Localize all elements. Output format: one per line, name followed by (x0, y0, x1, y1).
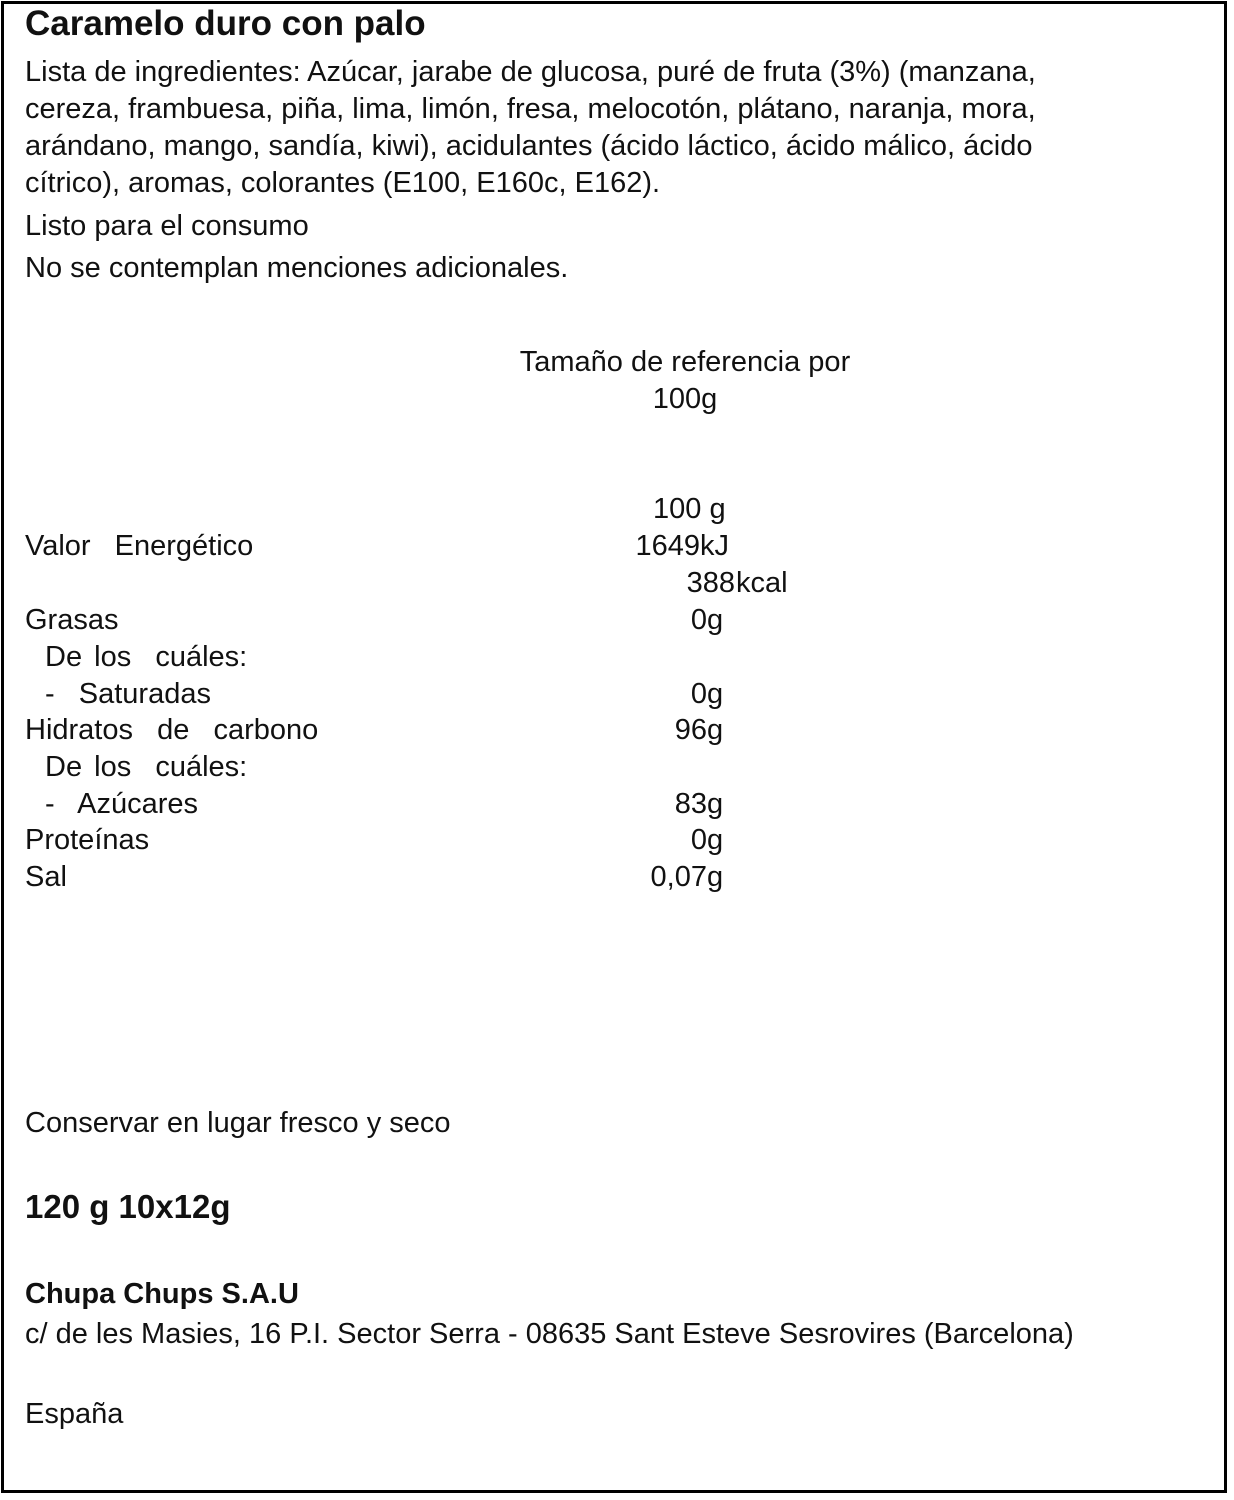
nutrient-label: De los cuáles: (45, 641, 248, 673)
nutrient-label: Proteínas (25, 824, 150, 856)
nutrition-row-fat (25, 602, 785, 639)
product-title: Caramelo duro con palo (25, 4, 426, 43)
manufacturer-address: c/ de les Masies, 16 P.I. Sector Serra - 08635 Sant Esteve Sesrovires (Barcelona) (25, 1318, 1074, 1350)
nutrient-unit: g (707, 678, 724, 710)
nutrition-row-carbohydrates (25, 712, 785, 749)
nutrient-label: - Azúcares (45, 788, 199, 820)
manufacturer-name: Chupa Chups S.A.U (25, 1278, 299, 1310)
nutrient-value: 96 (674, 714, 707, 746)
nutrition-row-protein (25, 822, 785, 859)
nutrient-value: 0 (690, 824, 707, 856)
nutrient-label: - Saturadas (45, 678, 211, 710)
nutrient-unit: g (707, 788, 724, 820)
ingredients-list (25, 54, 1205, 202)
nutrient-label: Grasas (25, 604, 119, 636)
ingredients-line: Lista de ingredientes: Azúcar, jarabe de glucosa, puré de fruta (3%) (manzana, (25, 56, 1036, 88)
nutrient-label: Sal (25, 861, 67, 893)
ingredients-line: arándano, mango, sandía, kiwi), acidulantes (ácido láctico, ácido málico, ácido (25, 130, 1033, 162)
nutrient-label: Valor Energético (25, 530, 254, 562)
nutrition-row-saturated (25, 676, 785, 713)
nutrient-unit: g (707, 714, 724, 746)
nutrient-unit: g (707, 861, 724, 893)
nutrient-value: 388 (686, 567, 735, 599)
nutrition-row-energy-kj (25, 528, 785, 565)
nutrition-row-energy-kcal (25, 565, 788, 602)
nutrient-value: 1649 (635, 530, 700, 562)
nutrient-label: Hidratos de carbono (25, 714, 319, 746)
net-weight: 120 g 10x12g (25, 1188, 231, 1225)
ready-to-eat-note: Listo para el consumo (25, 210, 309, 242)
nutrient-unit: kcal (736, 567, 788, 599)
storage-instructions: Conservar en lugar fresco y seco (25, 1107, 451, 1139)
nutrient-value: 0,07 (650, 861, 707, 893)
nutrient-unit: g (707, 604, 724, 636)
ingredients-line: cítrico), aromas, colorantes (E100, E160c, E162). (25, 167, 661, 199)
manufacturer-country: España (25, 1398, 124, 1430)
nutrient-unit: g (707, 824, 724, 856)
nutrition-column-header: 100 g (653, 493, 726, 525)
nutrient-label: De los cuáles: (45, 751, 248, 783)
nutrient-value: 0 (690, 604, 707, 636)
reference-size-line: Tamaño de referencia por (519, 346, 851, 378)
nutrition-row-salt (25, 859, 785, 896)
nutrition-row-sugars (25, 786, 785, 823)
reference-size-line: 100g (652, 383, 718, 415)
additional-mentions-note: No se contemplan menciones adicionales. (25, 252, 569, 284)
nutrient-value: 83 (674, 788, 707, 820)
reference-size-heading (440, 344, 930, 418)
ingredients-line: cereza, frambuesa, piña, lima, limón, fresa, melocotón, plátano, naranja, mora, (25, 93, 1036, 125)
nutrient-value: 0 (690, 678, 707, 710)
nutrition-row-of-which (25, 639, 785, 676)
nutrition-row-of-which (25, 749, 785, 786)
nutrient-unit: kJ (700, 530, 729, 562)
